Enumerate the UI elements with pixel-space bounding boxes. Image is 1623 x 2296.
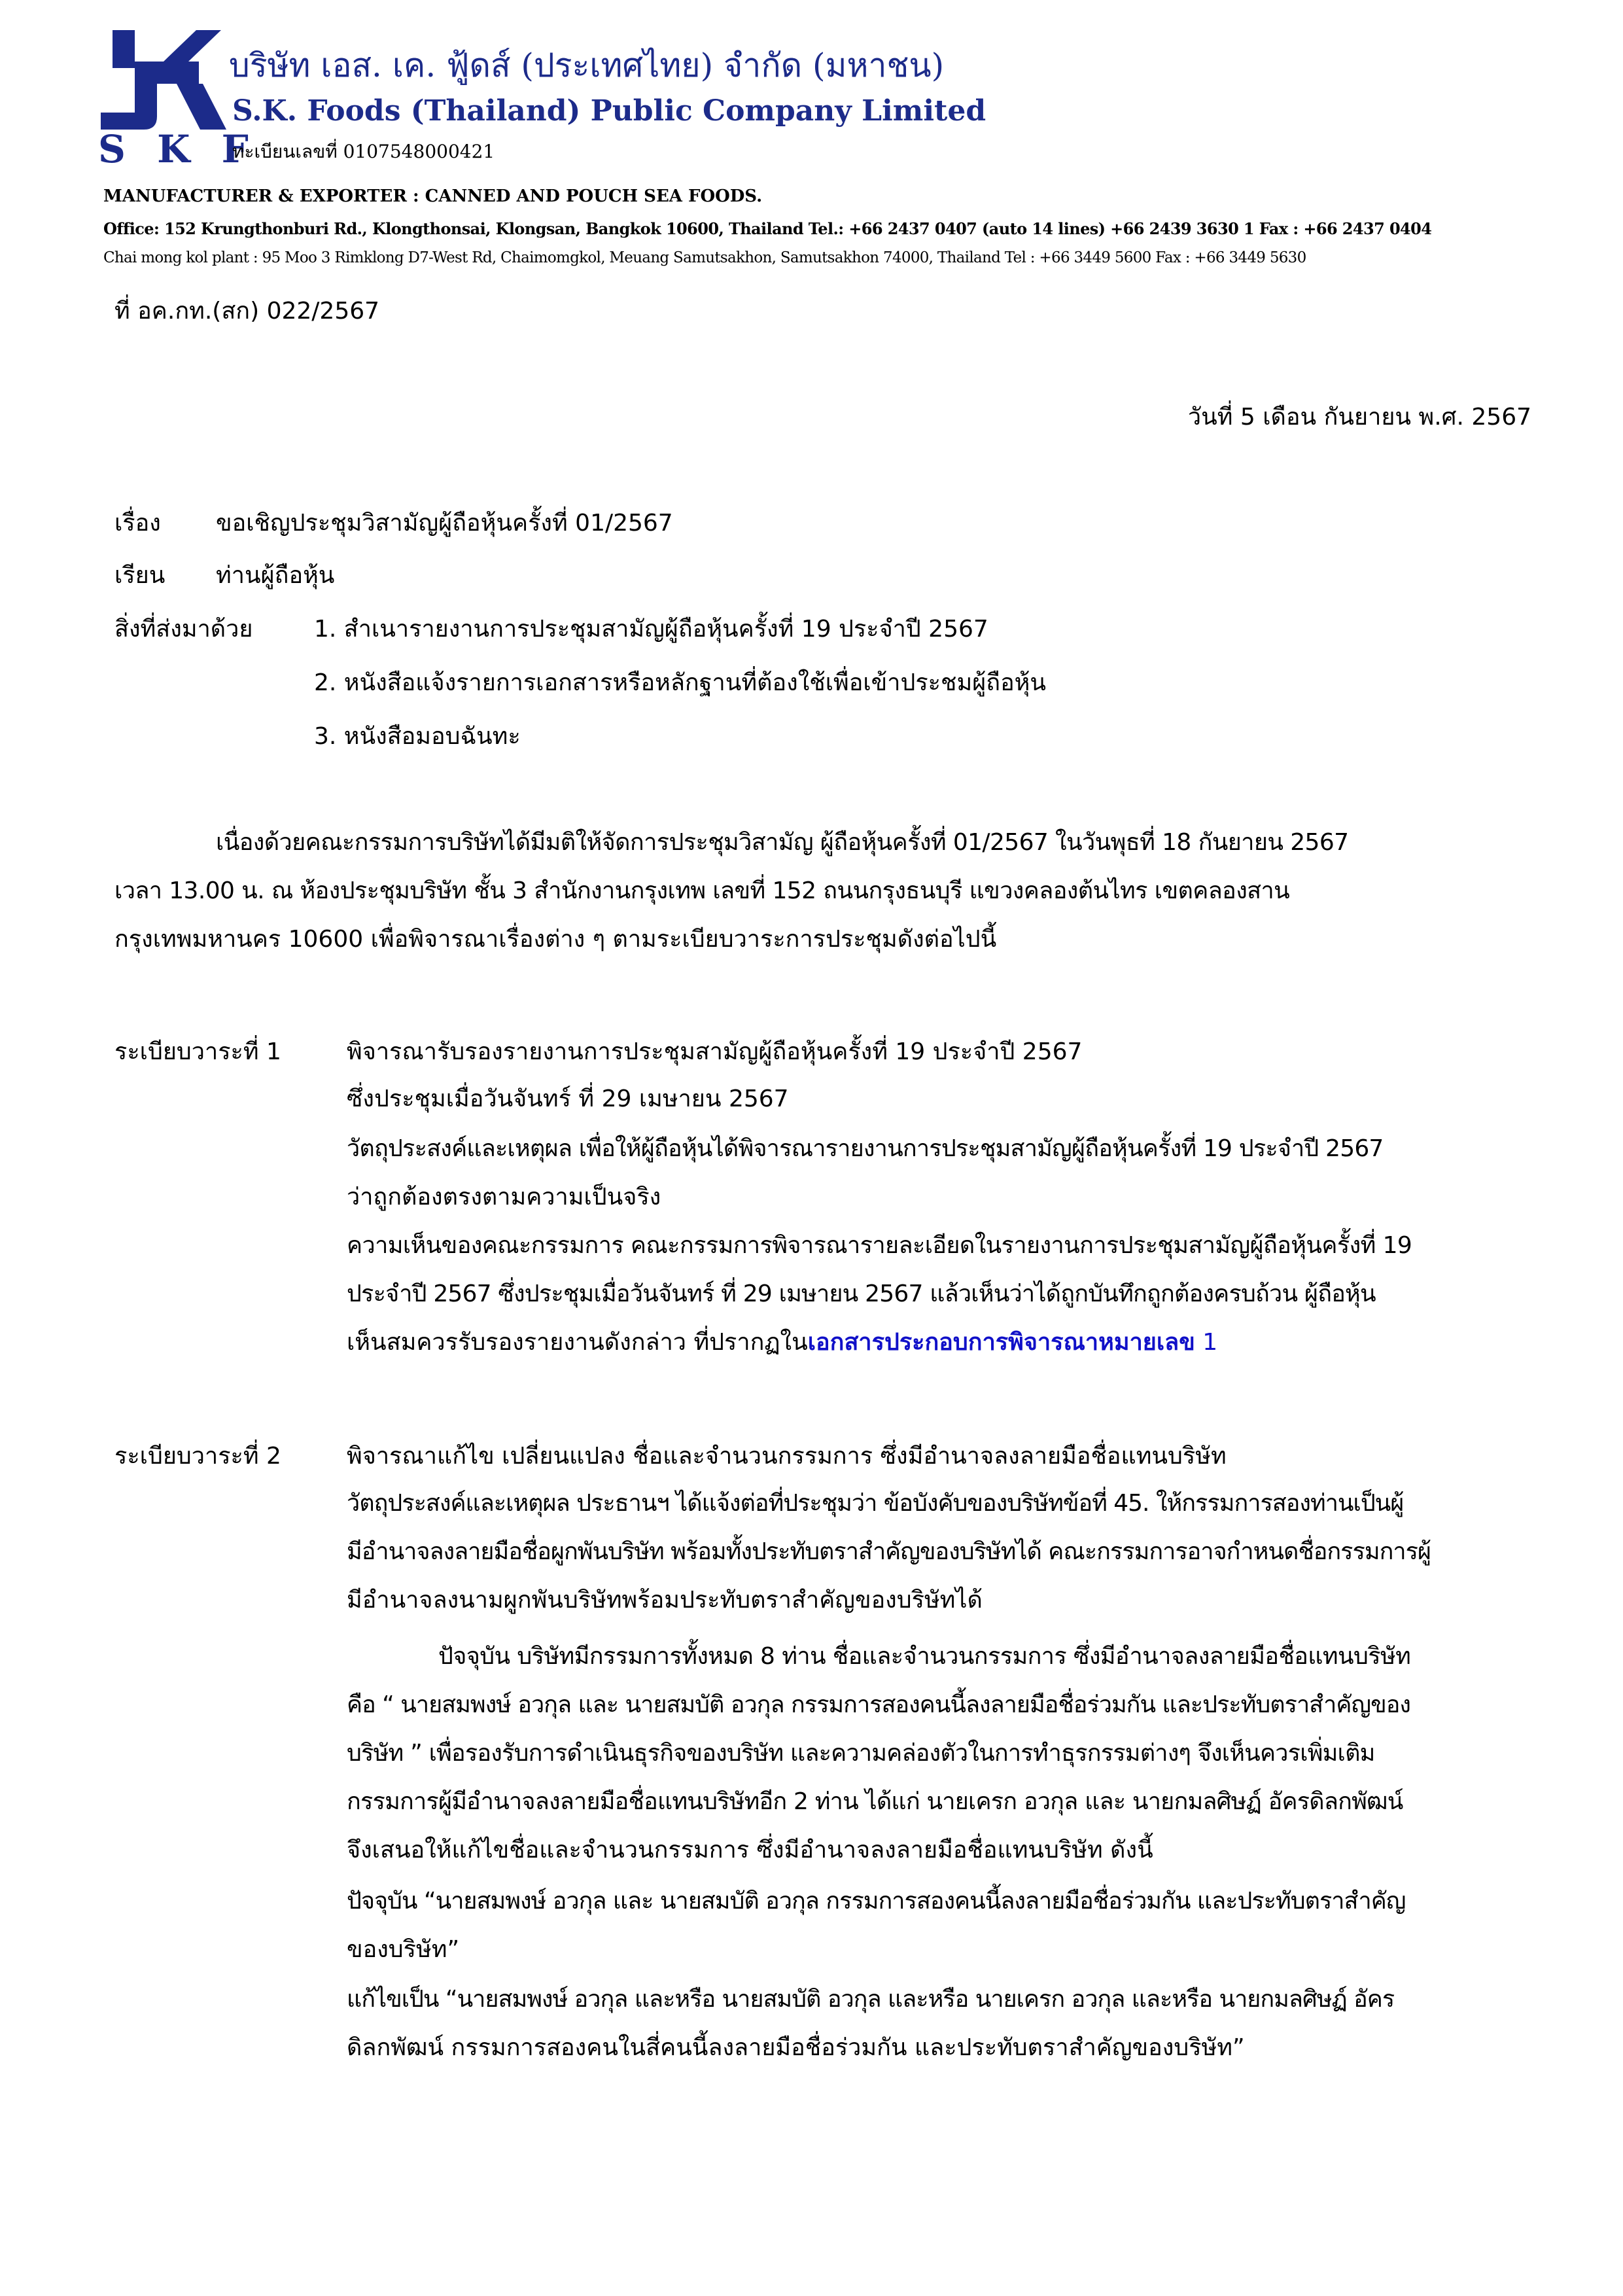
subject-text: ขอเชิญประชุมวิสามัญผู้ถือหุ้นครั้งที่ 01/2567 — [216, 510, 673, 537]
enclosure-label: สิ่งที่ส่งมาด้วย — [114, 616, 253, 643]
intro-line: เนื่องด้วยคณะกรรมการบริษัทได้มีมติให้จัดการประชุมวิสามัญ ผู้ถือหุ้นครั้งที่ 01/2567 ในวันพุธที่ 18 กันยายน 2567 — [216, 829, 1349, 856]
attachment-reference-1 — [808, 1329, 1217, 1356]
letter-date: วันที่ 5 เดือน กันยายน พ.ศ. 2567 — [1187, 404, 1531, 431]
company-name-thai: บริษัท เอส. เค. ฟู้ดส์ (ประเทศไทย) จำกัด (มหาชน) — [229, 46, 945, 84]
agenda-1-line: ประจำปี 2567 ซึ่งประชุมเมื่อวันจันทร์ ที่ 29 เมษายน 2567 แล้วเห็นว่าได้ถูกบันทึกถูกต้องครบถ้วน ผู้ถือหุ้น — [347, 1280, 1376, 1307]
logo-arrow-upper — [164, 30, 221, 62]
plant-address: Chai mong kol plant : 95 Moo 3 Rimklong D7-West Rd, Chaimomgkol, Meuang Samutsakhon, Samutsakhon 74000, Thailand Tel : +66 3449 5600 Fax : +66 3449 5630 — [103, 249, 1306, 266]
enclosure-item: 3. หนังสือมอบฉันทะ — [314, 723, 521, 750]
office-address: Office: 152 Krungthonburi Rd., Klongthonsai, Klongsan, Bangkok 10600, Thailand Tel.: +66 2437 0407 (auto 14 lines) +66 2439 3630 1 Fax : +66 2437 0404 — [103, 219, 1432, 238]
agenda-2-line: พิจารณาแก้ไข เปลี่ยนแปลง ชื่อและจำนวนกรรมการ ซึ่งมีอำนาจลงลายมือชื่อแทนบริษัท — [347, 1443, 1227, 1470]
logo-bar-top — [113, 30, 135, 68]
agenda-1-line: วัตถุประสงค์และเหตุผล เพื่อให้ผู้ถือหุ้นได้พิจารณารายงานการประชุมสามัญผู้ถือหุ้นครั้งที่ 19 ประจำปี 2567 — [347, 1135, 1384, 1162]
registration-number: ทะเบียนเลขที่ 0107548000421 — [232, 141, 495, 162]
agenda-1-line: พิจารณารับรองรายงานการประชุมสามัญผู้ถือหุ้นครั้งที่ 19 ประจำปี 2567 — [347, 1038, 1083, 1065]
intro-line: เวลา 13.00 น. ณ ห้องประชุมบริษัท ชั้น 3 สำนักงานกรุงเทพ เลขที่ 152 ถนนกรุงธนบุรี แขวงคลองต้นไทร เขตคลองสาน — [114, 877, 1290, 904]
manufacturer-line: MANUFACTURER & EXPORTER : CANNED AND POUCH SEA FOODS. — [103, 186, 763, 206]
attachment-reference-number: 1 — [1195, 1329, 1218, 1356]
agenda-2-line: วัตถุประสงค์และเหตุผล ประธานฯ ได้แจ้งต่อที่ประชุมว่า ข้อบังคับของบริษัทข้อที่ 45. ให้กรรมการสองท่านเป็นผู้ — [347, 1490, 1404, 1517]
agenda-2-line: จึงเสนอให้แก้ไขชื่อและจำนวนกรรมการ ซึ่งมีอำนาจลงลายมือชื่อแทนบริษัท ดังนี้ — [347, 1837, 1153, 1863]
logo-arrow-lower — [177, 84, 226, 130]
company-name-english: S.K. Foods (Thailand) Public Company Limited — [232, 94, 986, 128]
agenda-2-label: ระเบียบวาระที่ 2 — [114, 1443, 281, 1470]
agenda-2-line: ของบริษัท” — [347, 1936, 460, 1963]
agenda-2-line: แก้ไขเป็น “นายสมพงษ์ อวกุล และหรือ นายสมบัติ อวกุล และหรือ นายเครก อวกุล และหรือ นายกมลศิษฏ์ อัคร — [347, 1986, 1395, 2013]
agenda-2-line: คือ “ นายสมพงษ์ อวกุล และ นายสมบัติ อวกุล กรรมการสองคนนี้ลงลายมือชื่อร่วมกัน และประทับตราสำคัญของ — [347, 1691, 1410, 1718]
agenda-2-line: ดิลกพัฒน์ กรรมการสองคนในสี่คนนี้ลงลายมือชื่อร่วมกัน และประทับตราสำคัญของบริษัท” — [347, 2034, 1245, 2061]
reference-number: ที่ อค.กท.(สก) 022/2567 — [114, 298, 380, 325]
agenda-1-line-last — [347, 1319, 1217, 1366]
enclosure-item: 2. หนังสือแจ้งรายการเอกสารหรือหลักฐานที่ต้องใช้เพื่อเข้าประชมผู้ถือหุ้น — [314, 669, 1047, 696]
logo-letters: S K F — [98, 127, 258, 171]
to-text: ท่านผู้ถือหุ้น — [216, 562, 335, 589]
agenda-1-label: ระเบียบวาระที่ 1 — [114, 1038, 281, 1065]
agenda-2-line: ปัจจุบัน บริษัทมีกรรมการทั้งหมด 8 ท่าน ชื่อและจำนวนกรรมการ ซึ่งมีอำนาจลงลายมือชื่อแทนบริษัท — [438, 1643, 1411, 1670]
agenda-1-line: ว่าถูกต้องตรงตามความเป็นจริง — [347, 1184, 661, 1210]
agenda-2-line: มีอำนาจลงลายมือชื่อผูกพันบริษัท พร้อมทั้งประทับตราสำคัญของบริษัทได้ คณะกรรมการอาจกำหนดชื่อกรรมการผู้ — [347, 1538, 1431, 1565]
agenda-2-line: กรรมการผู้มีอำนาจลงลายมือชื่อแทนบริษัทอีก 2 ท่าน ได้แก่ นายเครก อวกุล และ นายกมลศิษฏ์ อัครดิลกพัฒน์ — [347, 1788, 1403, 1815]
agenda-1-last-prefix: เห็นสมควรรับรองรายงานดังกล่าว ที่ปรากฏใน — [347, 1329, 808, 1356]
agenda-2-line: บริษัท ” เพื่อรองรับการดำเนินธุรกิจของบริษัท และความคล่องตัวในการทำธุรกรรมต่างๆ จึงเห็นควรเพิ่มเติม — [347, 1740, 1375, 1767]
agenda-1-line: ความเห็นของคณะกรรมการ คณะกรรมการพิจารณารายละเอียดในรายงานการประชุมสามัญผู้ถือหุ้นครั้งที่ 19 — [347, 1232, 1412, 1259]
logo-j-shape — [101, 84, 157, 130]
agenda-2-line: มีอำนาจลงนามผูกพันบริษัทพร้อมประทับตราสำคัญของบริษัทได้ — [347, 1587, 983, 1614]
enclosure-item: 1. สำเนารายงานการประชุมสามัญผู้ถือหุ้นครั้งที่ 19 ประจำปี 2567 — [314, 616, 988, 643]
agenda-1-line: ซึ่งประชุมเมื่อวันจันทร์ ที่ 29 เมษายน 2567 — [347, 1086, 789, 1112]
agenda-2-line: ปัจจุบัน “นายสมพงษ์ อวกุล และ นายสมบัติ อวกุล กรรมการสองคนนี้ลงลายมือชื่อร่วมกัน และประทับตราสำคัญ — [347, 1888, 1406, 1915]
to-label: เรียน — [114, 562, 166, 589]
subject-label: เรื่อง — [114, 510, 161, 537]
attachment-reference-text: เอกสารประกอบการพิจารณาหมายเลข — [807, 1329, 1195, 1356]
intro-line: กรุงเทพมหานคร 10600 เพื่อพิจารณาเรื่องต่าง ๆ ตามระเบียบวาระการประชุมดังต่อไปนี้ — [114, 926, 997, 953]
logo-bar-mid — [135, 62, 199, 84]
